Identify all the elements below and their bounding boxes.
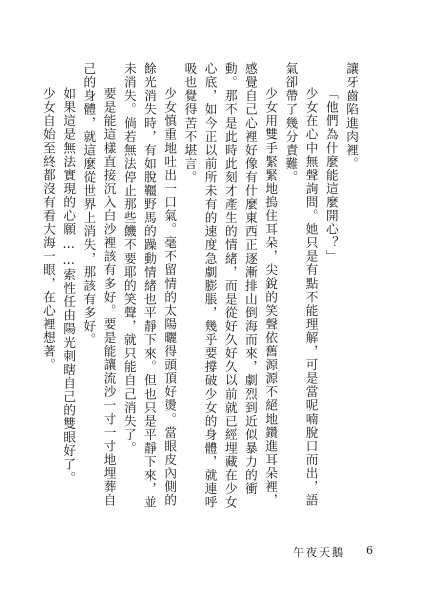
body-text (40, 62, 361, 520)
paragraph: 讓牙齒陷進肉裡。 (344, 62, 359, 171)
paragraph: 「他們為什麼能這麼開心？」 (323, 87, 339, 264)
paragraph: 要是能這樣直接沉入白沙裡該有多好。要是能讓流沙一寸一寸地埋葬自己的身體，就這麼從世界上消失，那該有多好。 (81, 62, 117, 508)
paragraph: 少女在心中無聲詢問。她只是有點不能理解，可是當呢喃脫口而出，語氣卻帶了幾分責難。 (283, 62, 319, 508)
paragraph: 少女用雙手緊緊地摀住耳朵，尖銳的笑聲依舊源源不絕地鑽進耳朵裡，感覺自己心裡好像有什麼東西正逐漸排山倒海而來，劇烈到近似暴力的衝動。那不是此時此刻才產生的情緒，而是從好久好久以前就已經埋藏在少女心底，如今正以前所未有的速度急劇膨脹，幾乎要撐破少女的身體，就連呼吸也覺得苦不堪言。 (182, 62, 279, 510)
page-footer (0, 544, 421, 560)
running-title: 午夜天鵝 (293, 546, 345, 559)
page-number: 6 (366, 544, 373, 557)
paragraph: 如果這是無法實現的心願……索性任由陽光刺瞎自己的雙眼好了。 (61, 87, 77, 485)
paragraph: 少女慎重地吐出一口氣。毫不留情的太陽曬得頭頂好燙。當眼皮內側的餘光消失時，有如脫韁野馬的躁動情緒也平靜下來。但也只是平靜下來，並未消失。倘若無法停止那些饑不要耶的笑聲，就只能自己消失了。 (121, 62, 178, 510)
paragraph: 少女自始至終都沒有看大海一眼，在心裡想著。 (40, 87, 56, 372)
